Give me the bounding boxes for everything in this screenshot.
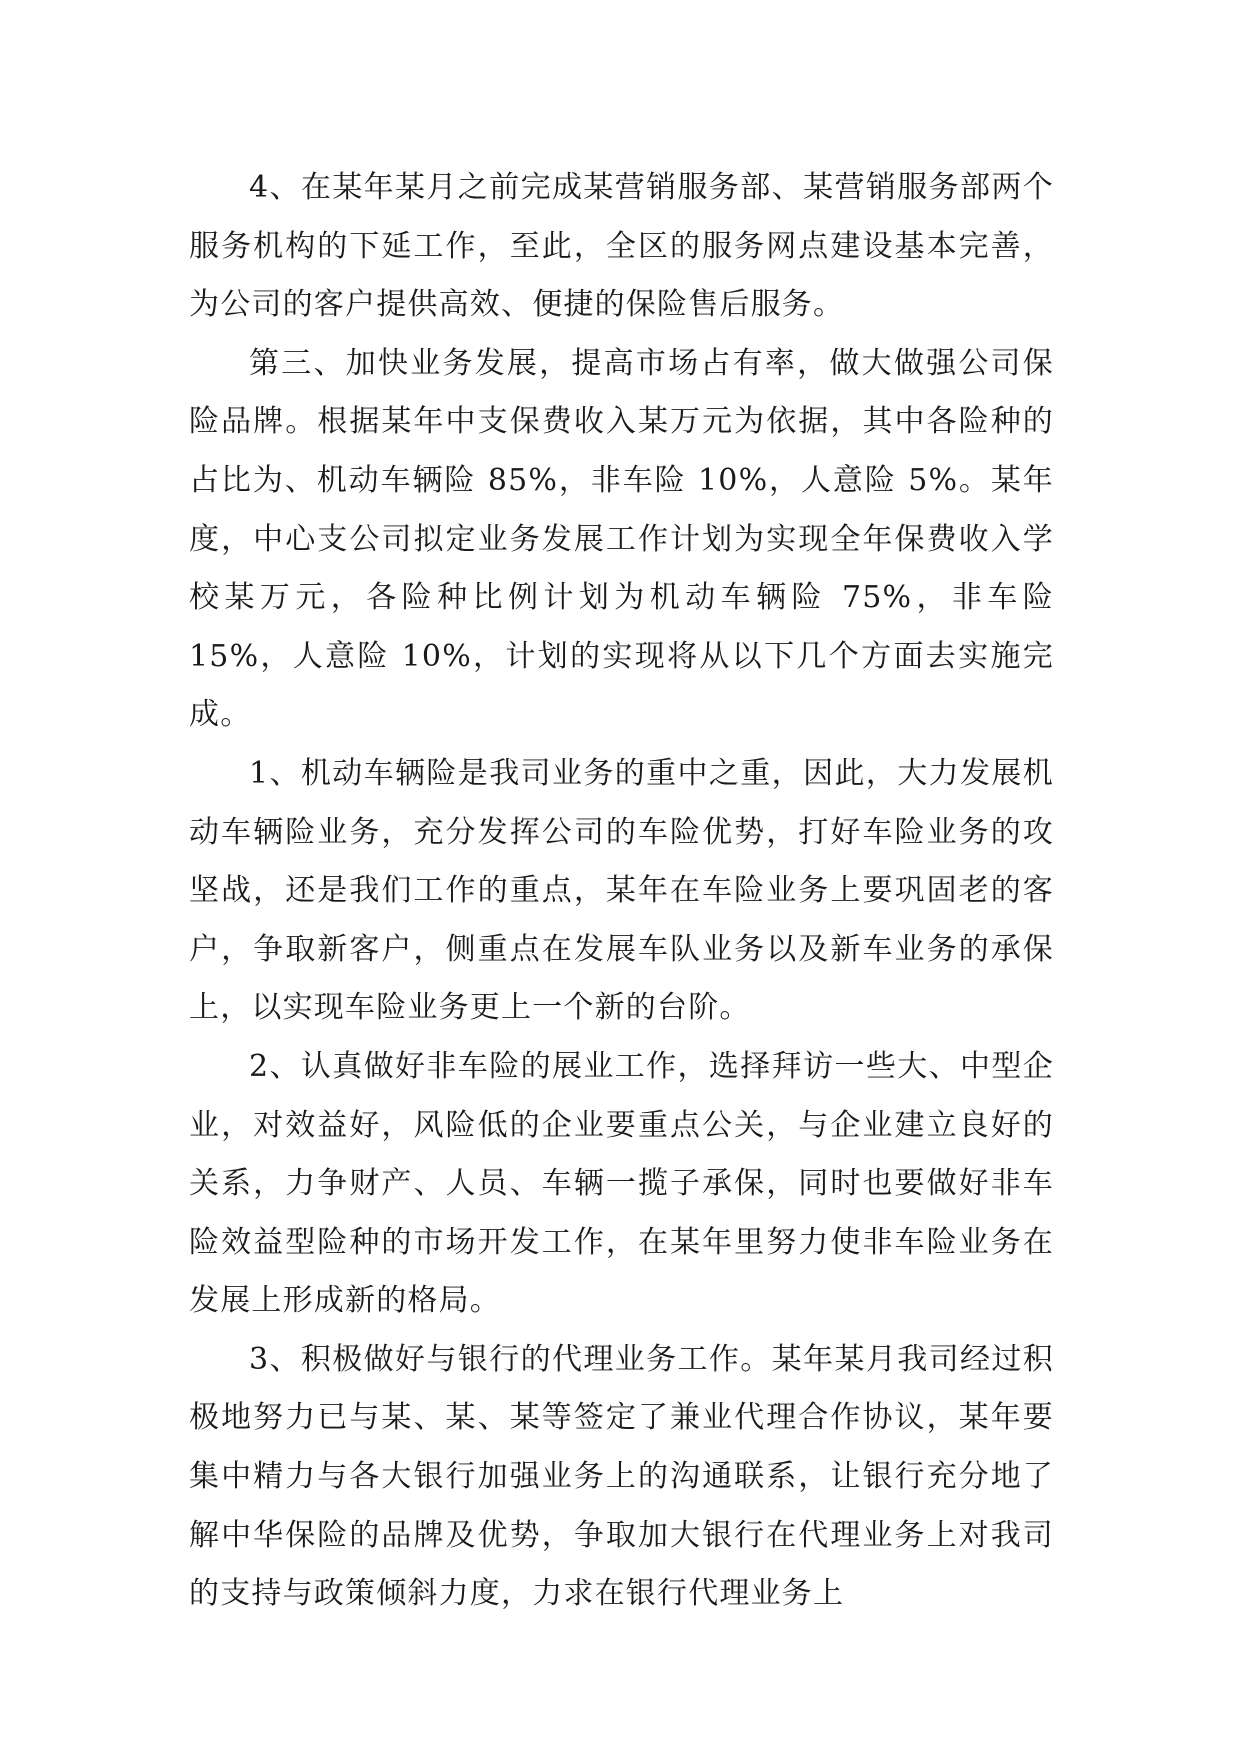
paragraph-business-development: 第三、加快业务发展，提高市场占有率，做大做强公司保险品牌。根据某年中支保费收入某万元为依据，其中各险种的占比为、机动车辆险 85%，非车险 10%，人意险 5%。某年度，中心支公司拟定业务发展工作计划为实现全年保费收入学校某万元，各险种比例计划为机动车辆险 75%，非车险 15%，人意险 10%，计划的实现将从以下几个方面去实施完成。 — [189, 345, 1054, 733]
paragraph-non-motor-insurance: 2、认真做好非车险的展业工作，选择拜访一些大、中型企业，对效益好，风险低的企业要重点公关，与企业建立良好的关系，力争财产、人员、车辆一揽子承保，同时也要做好非车险效益型险种的市场开发工作，在某年里努力使非车险业务在发展上形成新的格局。 — [189, 1048, 1054, 1319]
paragraph-motor-insurance: 1、机动车辆险是我司业务的重中之重，因此，大力发展机动车辆险业务，充分发挥公司的车险优势，打好车险业务的攻坚战，还是我们工作的重点，某年在车险业务上要巩固老的客户，争取新客户，侧重点在发展车队业务以及新车业务的承保上，以实现车险业务更上一个新的台阶。 — [189, 755, 1054, 1026]
document-body — [189, 159, 1054, 1624]
paragraph-bank-agency: 3、积极做好与银行的代理业务工作。某年某月我司经过积极地努力已与某、某、某等签定了兼业代理合作协议，某年要集中精力与各大银行加强业务上的沟通联系，让银行充分地了解中华保险的品牌及优势，争取加大银行在代理业务上对我司的支持与政策倾斜力度，力求在银行代理业务上 — [189, 1341, 1054, 1612]
paragraph-service-network: 4、在某年某月之前完成某营销服务部、某营销服务部两个服务机构的下延工作，至此，全区的服务网点建设基本完善，为公司的客户提供高效、便捷的保险售后服务。 — [189, 170, 1054, 323]
